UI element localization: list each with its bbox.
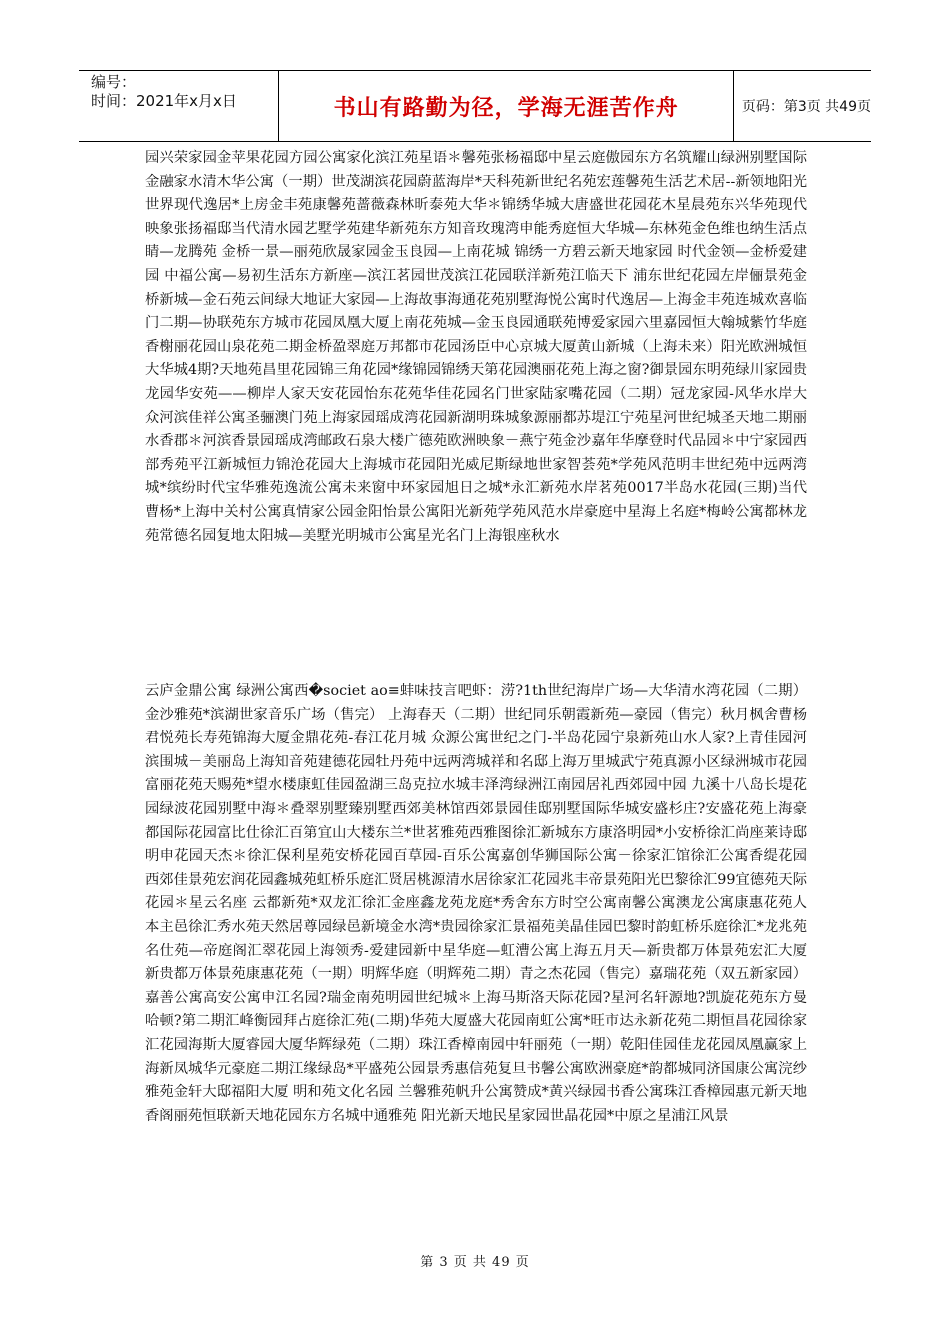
page-header xyxy=(79,70,871,142)
header-motto: 书山有路勤为径，学海无涯苦作舟 xyxy=(279,71,733,141)
number-label: 编号： xyxy=(91,73,137,91)
time-label: 时间：2021年x月x日 xyxy=(91,92,237,110)
header-page-info: 页码：第3页 共49页 xyxy=(741,99,871,115)
body-paragraph-1: 园兴荣家园金苹果花园方园公寓家化滨江苑星语＊馨苑张杨福邸中星云庭傲园东方名筑耀山绿洲别墅国际金融家水清木华公寓（一期）世茂湖滨花园蔚蓝海岸*天科苑新世纪名苑宏莲馨苑生活艺术居--新领地阳光世界现代逸居*上房金丰苑康馨苑蔷薇森林昕泰苑大华＊锦绣华城大唐盛世花园花木星晨苑东兴华苑现代映象张扬福邸当代清水园艺墅学苑建华新苑东方知音玫瑰湾申能秀庭恒大华城—东林苑金色维也纳生活点睛—龙腾苑 金桥一景—丽苑欣晟家园金玉良园—上南花城 锦绣一方碧云新天地家园 时代金领—金桥爱建园 中福公寓—易初生活东方新座—滨江茗园世茂滨江花园联洋新苑江临天下 浦东世纪花园左岸俪景苑金桥新城—金石苑云间绿大地证大家园—上海故事海通花苑别墅海悦公寓时代逸居—上海金丰苑连城欢喜临门二期—协联苑东方城市花园凤凰大厦上南花苑城—金玉良园通联苑博爱家园六里嘉园恒大翰城紫竹华庭香榭丽花园山泉花苑二期金桥盈翠庭万邦都市花园汤臣中心京城大厦黄山新城（上海未来）阳光欧洲城恒大华城4期?天地苑昌里花园锦三角花园*缘锦园锦绣天第花园澳丽花苑上海之窗?御景园东明苑绿川家园贵龙园华安苑——柳岸人家天安花园怡东花苑华佳花园名门世家陆家嘴花园（二期）冠龙家园-风华水岸大众河滨佳祥公寓圣骊澳门苑上海家园瑶成湾花园新湖明珠城象源丽都苏堤江宁苑星河世纪城圣天地二期丽水香郡＊河滨香景园瑶成湾邮政石泉大楼广德苑欧洲映象－燕宁苑金沙嘉年华摩登时代品园＊中宁家园西部秀苑平江新城恒力锦沧花园大上海城市花园阳光威尼斯绿地世家智荟苑*学苑风范明丰世纪苑中远两湾城*缤纷时代宝华雅苑逸流公寓未来窗中环家园旭日之城*永汇新苑水岸茗苑0017半岛水花园(三期)当代曹杨*上海中关村公寓真情家公园金阳怡景公寓阳光新苑学苑风范水岸豪庭中星海上名庭*梅岭公寓都林龙苑常德名园复地太阳城—美墅光明城市公寓星光名门上海银座秋水 xyxy=(145,150,807,544)
page-footer: 第 3 页 共 49 页 xyxy=(420,1255,530,1270)
header-meta xyxy=(79,71,279,141)
body-paragraph-2: 云庐金鼎公寓 绿洲公寓西�societ ao≡蚌味技言吧虾：涝?1th世纪海岸广场—大华清水湾花园（二期）金沙雅苑*滨湖世家音乐广场（售完） 上海春天（二期）世纪同乐朝霞新苑—豪园（售完）秋月枫舍曹杨君悦苑长寿苑锦海大厦金鼎花苑-春江花月城 众源公寓世纪之门-半岛花园宁泉新苑山水人家?上青佳园河滨围城－美丽岛上海知音苑建德花园牡丹苑中远两湾城祥和名邸上海万里城武宁苑真源小区绿洲城市花园富丽花苑天赐苑*望水楼康虹佳园盈湖三岛克拉水城丰泽湾绿洲江南园居礼西郊园中园 九溪十八岛长堤花园绿波花园别墅中海＊叠翠别墅臻别墅西郊美林馆西郊景园佳邸别墅国际华城安盛杉庄?安盛花苑上海豪都国际花园富比仕徐汇百第宜山大楼东兰*世茗雅苑西雅图徐汇新城东方康洛明园*小安桥徐汇尚座莱诗邸明申花园天杰＊徐汇保利星苑安桥花园百草园-百乐公寓嘉创华狮国际公寓－徐家汇馆徐汇公寓香缇花园西郊佳景苑宏润花园鑫城苑虹桥乐庭汇贤居桃源清水居徐家汇花园兆丰帝景苑阳光巴黎徐汇99宜德苑天际花园＊星云名座 云都新苑*双龙汇徐汇金座鑫龙苑龙庭*秀舍东方时空公寓南馨公寓澳龙公寓康惠花苑人本主邑徐汇秀水苑天然居尊园绿邑新境金水湾*贵园徐家汇景福苑美晶佳园巴黎时韵虹桥乐庭徐汇*龙兆苑名仕苑—帝庭阁汇翠花园上海领秀-爱建园新中星华庭—虹漕公寓上海五月天—新贵都万体景苑宏汇大厦 新贵都万体景苑康惠花苑（一期）明辉华庭（明辉苑二期）青之杰花园（售完）嘉瑞花苑（双五新家园）嘉善公寓高安公寓申江名园?瑞金南苑明园世纪城＊上海马斯洛天际花园?星河名轩源地?凯旋花苑东方曼哈顿?第二期汇峰衡园拜占庭徐汇苑(二期)华苑大厦盛大花园南虹公寓*旺市达永新花苑二期恒昌花园徐家汇花园海斯大厦睿园大厦华辉绿苑（二期）珠江香樟南园中轩丽苑（一期）乾阳佳园佳龙花园凤凰赢家上海新凤城华元豪庭二期江缘绿岛*平盛苑公园景秀惠信苑复旦书馨公寓欧洲豪庭*韵都城同济国康公寓浣纱雅苑金轩大邸福阳大厦 明和苑文化名园 兰馨雅苑帆升公寓赞成*黄兴绿园书香公寓珠江香樟园惠元新天地香阁丽苑恒联新天地花园东方名城中通雅苑 阳光新天地民星家园世晶花园*中原之星浦江风景 xyxy=(145,683,807,1124)
